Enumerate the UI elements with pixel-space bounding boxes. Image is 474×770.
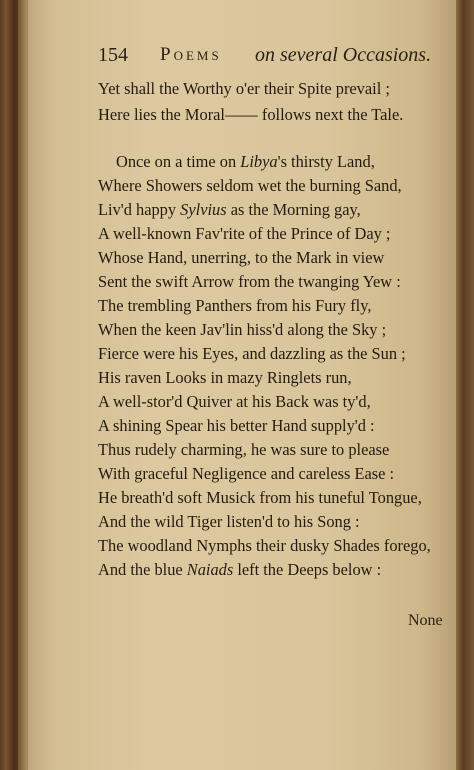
poem-line: Fierce were his Eyes, and dazzling as the Sun ; <box>98 344 406 363</box>
poem-line: When the keen Jav'lin hiss'd along the Sky ; <box>98 320 387 339</box>
poem-line: And the wild Tiger listen'd to his Song : <box>98 512 360 531</box>
poem-line: Once on a time on Libya's thirsty Land, <box>116 152 375 171</box>
character-name: Naiads <box>186 560 234 579</box>
poem-line: A shining Spear his better Hand supply'd : <box>98 416 375 435</box>
poem-line: Whose Hand, unerring, to the Mark in view <box>98 248 385 267</box>
poem-line: A well-stor'd Quiver at his Back was ty'd, <box>98 392 371 411</box>
running-title-italic: on several Occasions. <box>255 44 432 66</box>
poem-line: Thus rudely charming, he was sure to please <box>98 440 390 459</box>
poem-line: The woodland Nymphs their dusky Shades forego, <box>98 536 431 555</box>
running-title-caps: Poems <box>160 44 222 65</box>
poem-line: A well-known Fav'rite of the Prince of Day ; <box>98 224 391 243</box>
poem-line: The trembling Panthers from his Fury fly, <box>98 296 372 315</box>
poem-line: Here lies the Moral—— follows next the Tale. <box>98 105 404 124</box>
poem-line: And the blue Naiads left the Deeps below : <box>98 560 382 579</box>
poem-line: Yet shall the Worthy o'er their Spite prevail ; <box>98 79 390 98</box>
catchword: None <box>408 612 443 629</box>
poem-line: With graceful Negligence and careless Ease : <box>98 464 395 483</box>
poem-line: He breath'd soft Musick from his tuneful Tongue, <box>98 488 422 507</box>
page-number: 154 <box>98 44 128 66</box>
page-edge-right <box>456 0 474 770</box>
character-name: Sylvius <box>180 200 227 219</box>
poem-line: Liv'd happy Sylvius as the Morning gay, <box>98 200 361 219</box>
place-name: Libya <box>240 152 278 171</box>
poem-line: Sent the swift Arrow from the twanging Yew : <box>98 272 401 291</box>
poem-line: His raven Looks in mazy Ringlets run, <box>98 368 352 387</box>
poem-line: Where Showers seldom wet the burning Sand, <box>98 176 402 195</box>
